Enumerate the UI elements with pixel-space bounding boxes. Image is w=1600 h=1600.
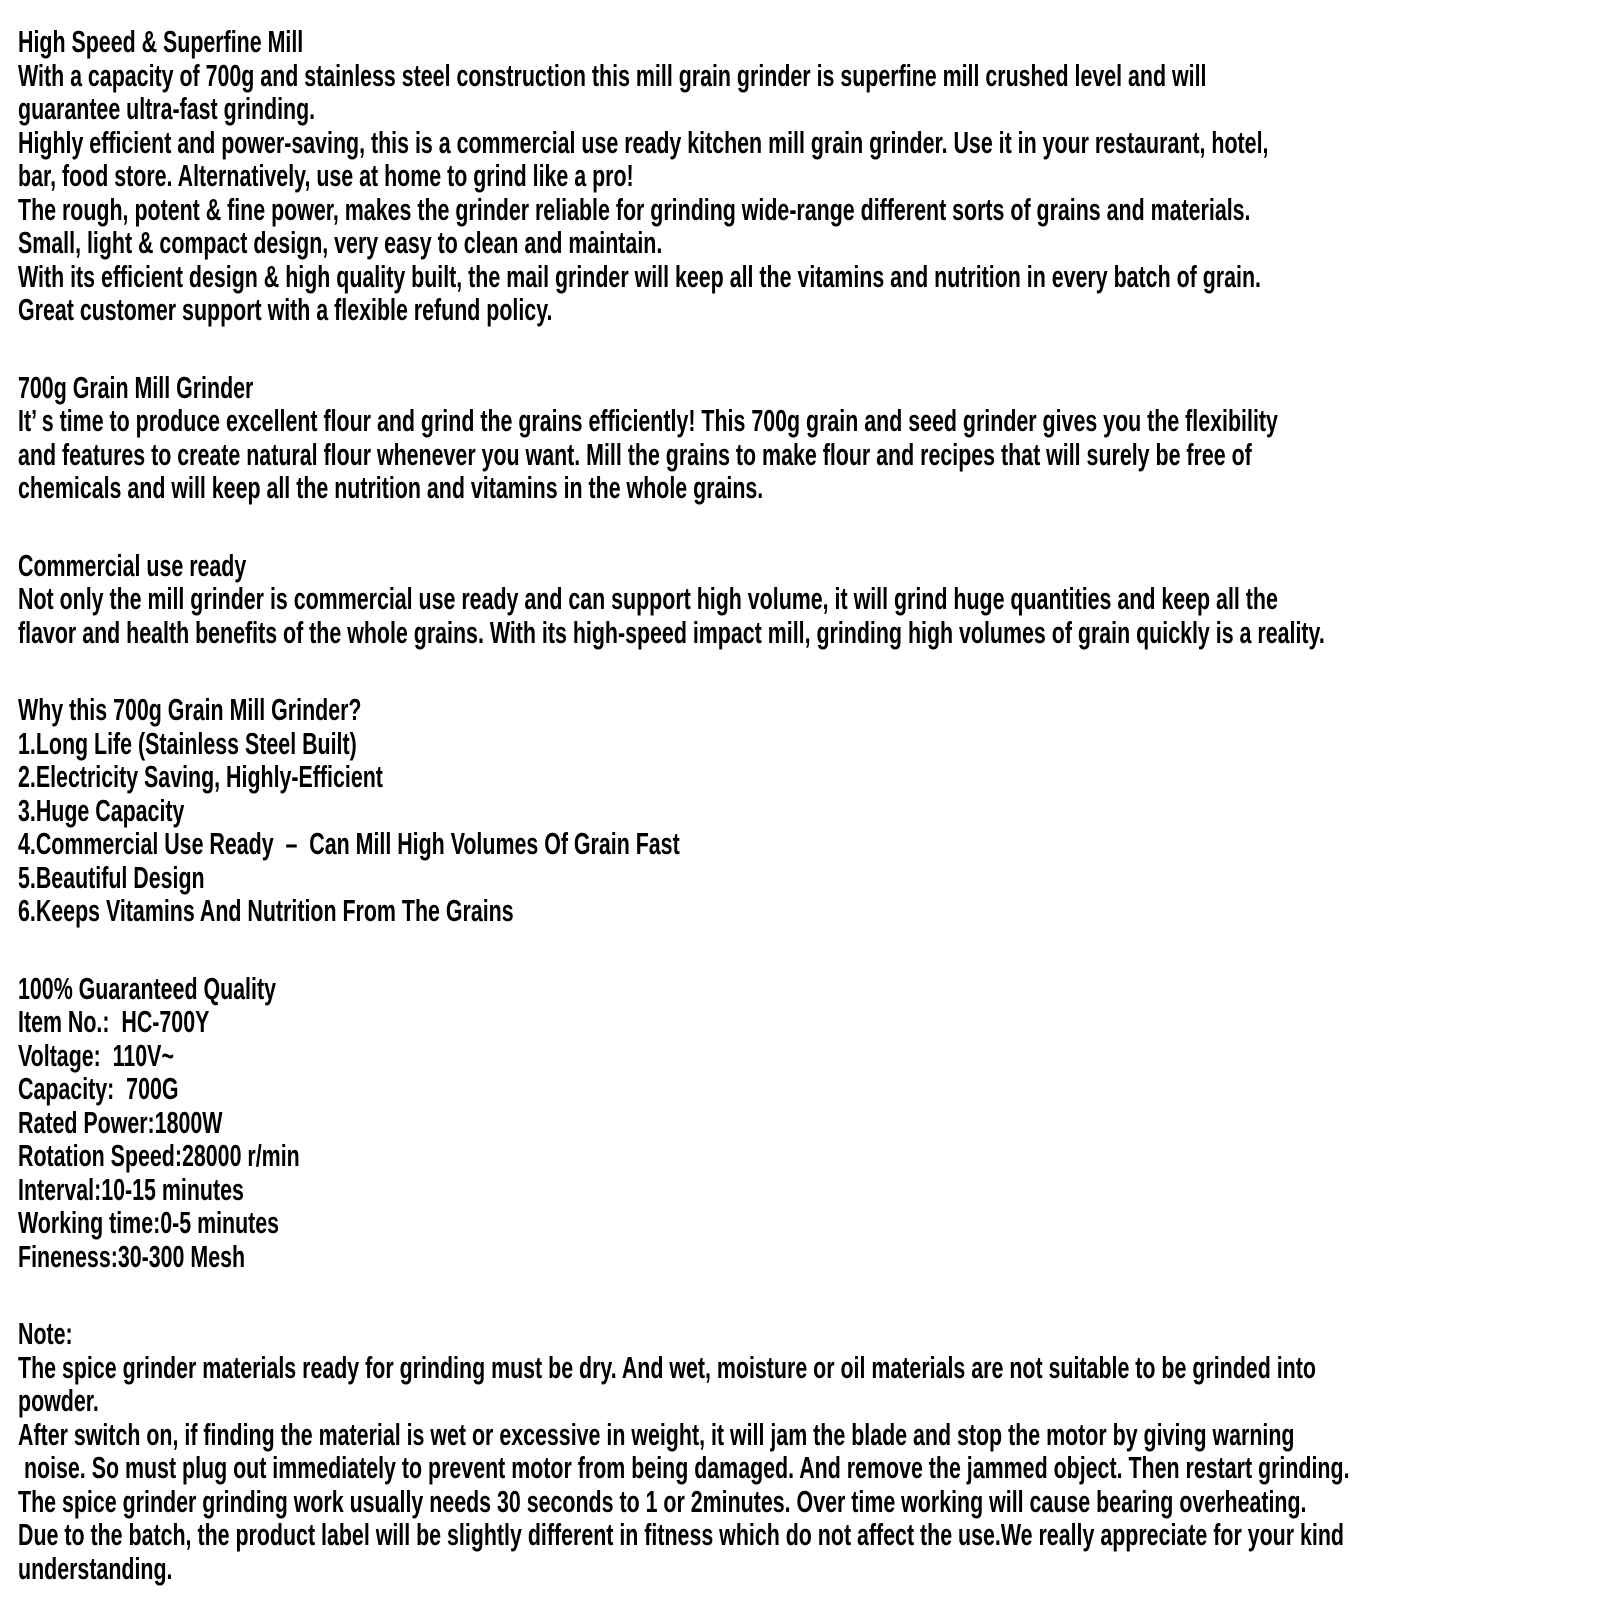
text-line: bar, food store. Alternatively, use at home to grind like a pro!: [18, 158, 634, 193]
product-description-document: [18, 25, 1600, 1585]
text-line: Item No.: HC-700Y: [18, 1004, 210, 1039]
text-line: 4.Commercial Use Ready – Can Mill High Volumes Of Grain Fast: [18, 826, 680, 861]
section-heading: Commercial use ready: [18, 547, 247, 583]
text-line: flavor and health benefits of the whole grains. With its high-speed impact mill, grinding high volumes of grain quickly is a reality.: [18, 614, 1325, 650]
text-line: guarantee ultra-fast grinding.: [18, 91, 316, 126]
text-line: 6.Keeps Vitamins And Nutrition From The Grains: [18, 893, 514, 928]
section-heading: Note:: [18, 1316, 73, 1351]
text-line: Fineness:30-300 Mesh: [18, 1238, 246, 1274]
section-note: [18, 1317, 1600, 1585]
text-line: The spice grinder grinding work usually needs 30 seconds to 1 or 2minutes. Over time working will cause bearing overheating.: [18, 1483, 1307, 1519]
text-line: 5.Beautiful Design: [18, 859, 205, 895]
text-line: 2.Electricity Saving, Highly-Efficient: [18, 759, 383, 794]
text-line: The spice grinder materials ready for grinding must be dry. And wet, moisture or oil materials are not suitable to be grinded into: [18, 1349, 1316, 1385]
text-line: After switch on, if finding the material is wet or excessive in weight, it will jam the blade and stop the motor by giving warning: [18, 1416, 1295, 1452]
text-line: Rotation Speed:28000 r/min: [18, 1138, 300, 1173]
section-why-this-grinder: [18, 693, 1600, 928]
section-commercial-use-ready: [18, 549, 1600, 650]
text-line: Capacity: 700G: [18, 1071, 179, 1106]
text-line: and features to create natural flour whenever you want. Mill the grains to make flour and recipes that will surely be free of: [18, 436, 1252, 472]
section-heading: Why this 700g Grain Mill Grinder?: [18, 692, 362, 727]
text-line: Interval:10-15 minutes: [18, 1171, 244, 1207]
text-line: Voltage: 110V~: [18, 1037, 174, 1073]
text-line: Small, light & compact design, very easy to clean and maintain.: [18, 225, 663, 260]
section-heading: High Speed & Superfine Mill: [18, 24, 304, 59]
text-line: The rough, potent & fine power, makes the grinder reliable for grinding wide-range different sorts of grains and materials.: [18, 191, 1251, 227]
section-heading: 700g Grain Mill Grinder: [18, 369, 254, 405]
text-line: Due to the batch, the product label will be slightly different in fitness which do not affect the use.We really appreciate for your kind: [18, 1517, 1344, 1552]
text-line: understanding.: [18, 1550, 173, 1586]
text-line: 1.Long Life (Stainless Steel Built): [18, 725, 357, 761]
text-line: Great customer support with a flexible refund policy.: [18, 292, 553, 327]
section-heading: 100% Guaranteed Quality: [18, 970, 276, 1006]
section-guaranteed-quality-specs: [18, 972, 1600, 1274]
text-line: Highly efficient and power-saving, this is a commercial use ready kitchen mill grain grinder. Use it in your restaurant, hotel,: [18, 124, 1269, 160]
text-line: 3.Huge Capacity: [18, 792, 185, 828]
text-line: It’ s time to produce excellent flour and grind the grains efficiently! This 700g grain and seed grinder gives you the flexibility: [18, 403, 1278, 438]
text-line: Not only the mill grinder is commercial use ready and can support high volume, it will grind huge quantities and keep all the: [18, 581, 1278, 616]
text-line: powder.: [18, 1383, 99, 1418]
text-line: Rated Power:1800W: [18, 1104, 223, 1140]
section-700g-grain-mill-grinder: [18, 371, 1600, 505]
text-line: noise. So must plug out immediately to prevent motor from being damaged. And remove the jammed object. Then restart grinding.: [18, 1450, 1350, 1485]
section-high-speed-superfine-mill: [18, 25, 1600, 327]
text-line: With its efficient design & high quality built, the mail grinder will keep all the vitamins and nutrition in every batch of grain.: [18, 258, 1261, 294]
text-line: chemicals and will keep all the nutrition and vitamins in the whole grains.: [18, 470, 764, 505]
text-line: Working time:0-5 minutes: [18, 1205, 280, 1240]
text-line: With a capacity of 700g and stainless steel construction this mill grain grinder is superfine mill crushed level and will: [18, 57, 1207, 93]
